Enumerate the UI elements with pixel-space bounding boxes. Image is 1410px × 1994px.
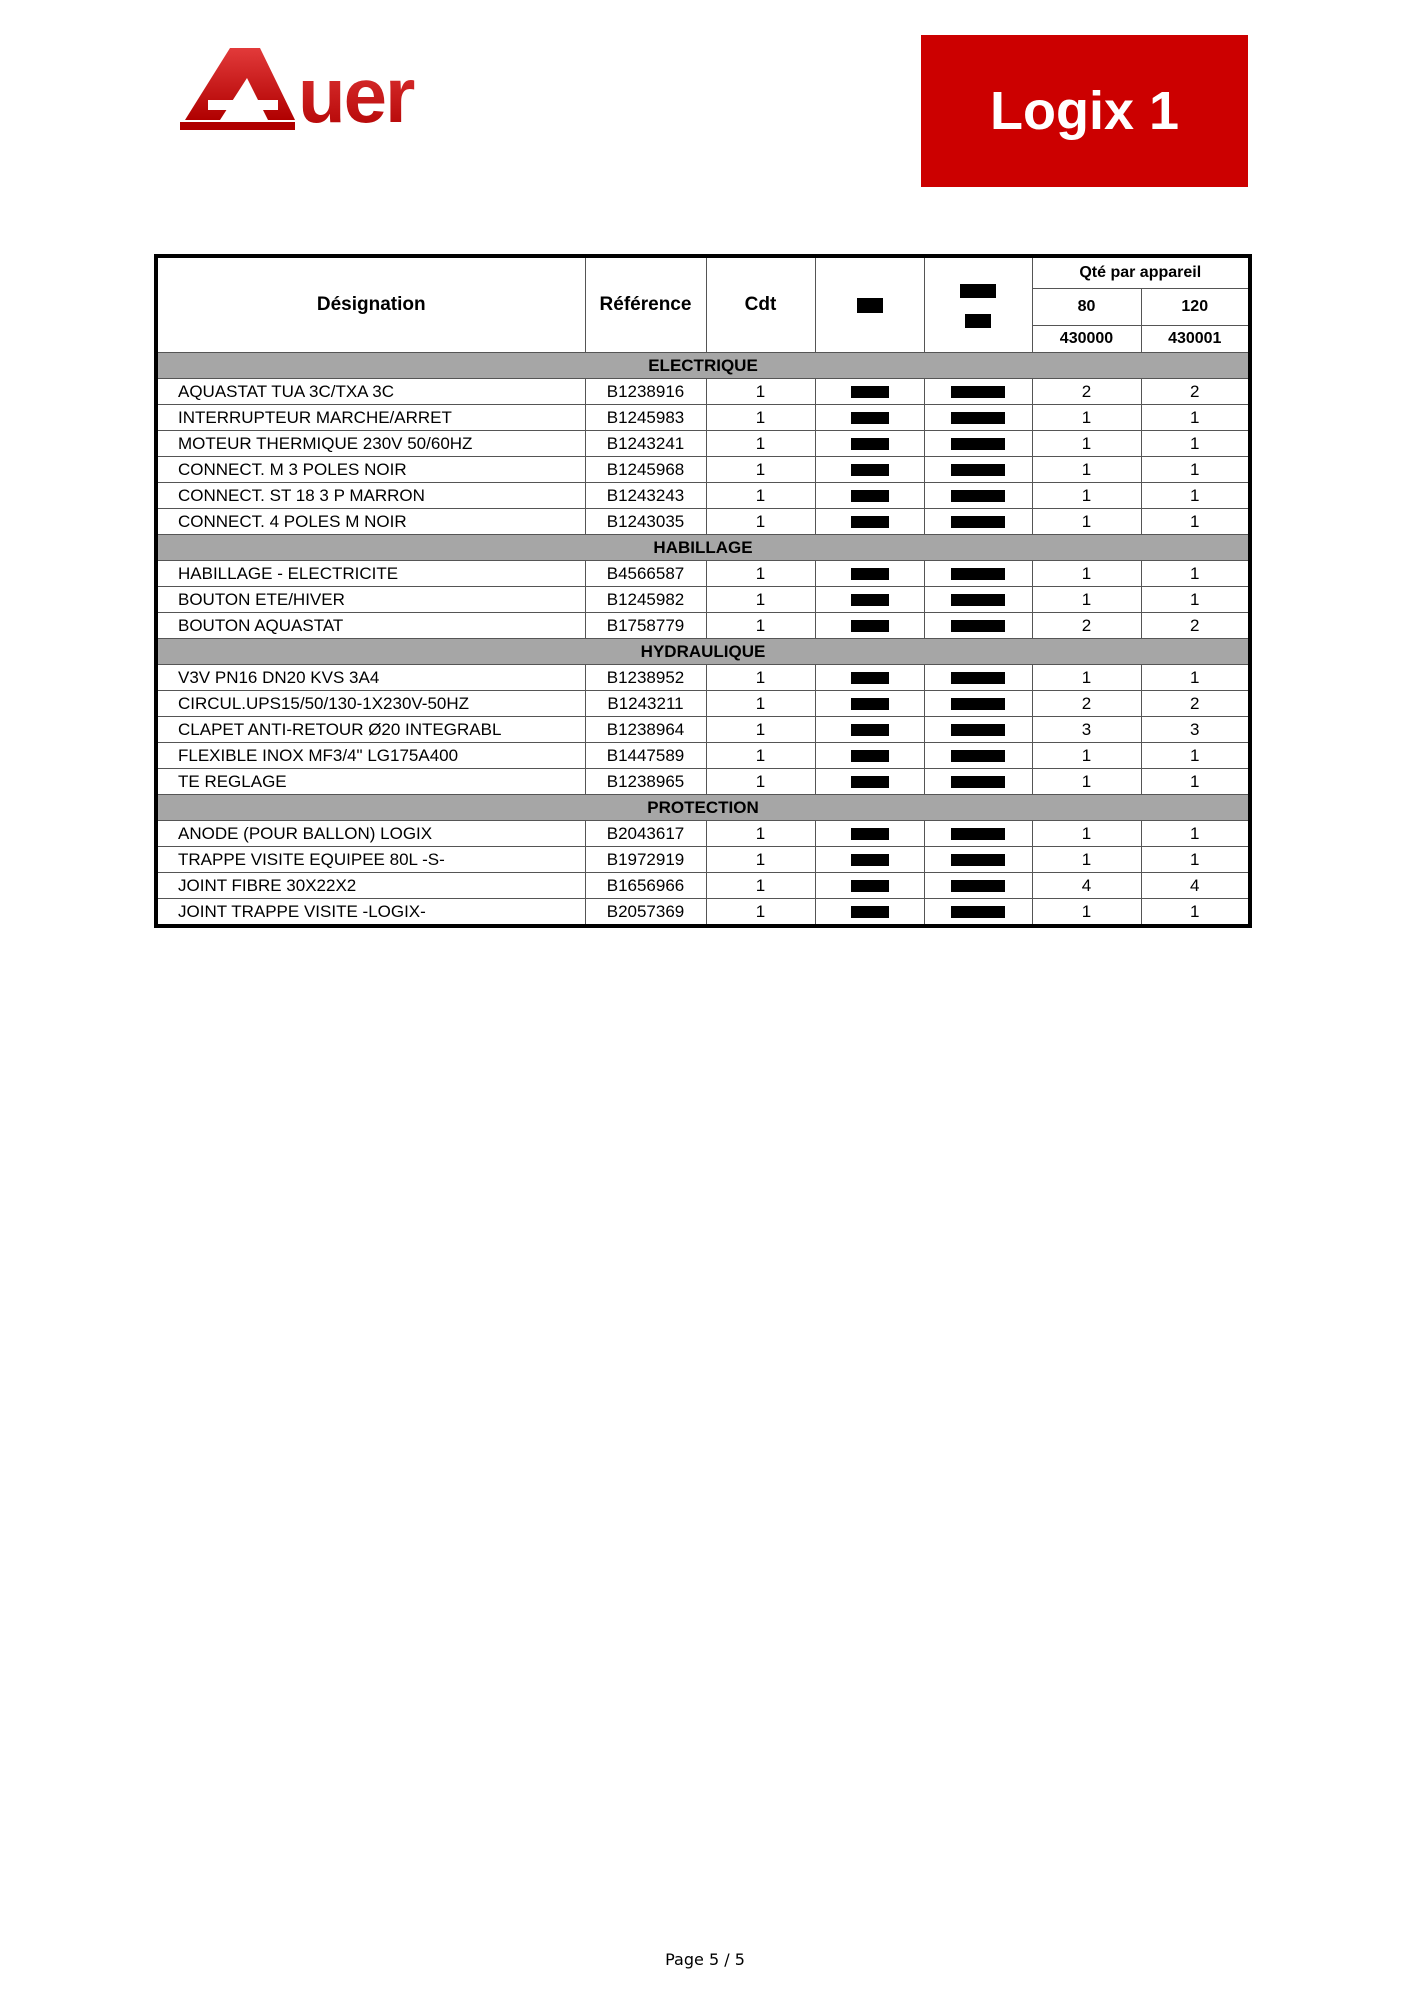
redaction-bar [851,620,889,632]
reference-cell: B1238952 [585,665,706,691]
reference-cell: B1238916 [585,379,706,405]
table-row [156,899,1250,927]
section-title: HABILLAGE [156,535,1250,561]
qty-80-cell: 1 [1032,821,1141,847]
redacted-cell-1 [815,405,924,431]
redacted-cell-1 [815,379,924,405]
qty-80-cell: 1 [1032,405,1141,431]
redacted-cell-2 [924,613,1032,639]
redaction-bar [851,776,889,788]
col-redacted-2 [924,256,1032,353]
redaction-bar [851,464,889,476]
qty-120-cell: 1 [1141,431,1250,457]
section-row [156,639,1250,665]
redaction-bar [851,828,889,840]
redaction-bar [851,724,889,736]
qty-80-cell: 1 [1032,587,1141,613]
redaction-bar [851,672,889,684]
table-row [156,509,1250,535]
designation-cell: BOUTON AQUASTAT [156,613,585,639]
cdt-cell: 1 [706,457,815,483]
redaction-bar [951,490,1005,502]
designation-cell: JOINT TRAPPE VISITE -LOGIX- [156,899,585,927]
table-row [156,457,1250,483]
redacted-cell-1 [815,899,924,927]
document-title-box [921,35,1248,187]
section-title: ELECTRIQUE [156,353,1250,379]
cdt-cell: 1 [706,587,815,613]
redaction-bar [951,880,1005,892]
cdt-cell: 1 [706,483,815,509]
redacted-cell-2 [924,899,1032,927]
table-row [156,561,1250,587]
redaction-bar [851,490,889,502]
qty-120-cell: 1 [1141,821,1250,847]
designation-cell: CONNECT. ST 18 3 P MARRON [156,483,585,509]
reference-cell: B1245982 [585,587,706,613]
designation-cell: CIRCUL.UPS15/50/130-1X230V-50HZ [156,691,585,717]
qty-120-cell: 1 [1141,665,1250,691]
designation-cell: TE REGLAGE [156,769,585,795]
table-row [156,431,1250,457]
redacted-cell-1 [815,483,924,509]
table-row [156,665,1250,691]
redacted-cell-1 [815,457,924,483]
table-row [156,691,1250,717]
redacted-cell-1 [815,717,924,743]
section-row [156,535,1250,561]
redaction-bar [951,594,1005,606]
redaction-bar [951,464,1005,476]
reference-cell: B1245968 [585,457,706,483]
designation-cell: INTERRUPTEUR MARCHE/ARRET [156,405,585,431]
redaction-bar [951,620,1005,632]
redaction-bar [951,386,1005,398]
table-row [156,587,1250,613]
qty-120-cell: 2 [1141,691,1250,717]
qty-120-cell: 4 [1141,873,1250,899]
redacted-cell-2 [924,691,1032,717]
cdt-cell: 1 [706,717,815,743]
redacted-cell-1 [815,509,924,535]
redaction-bar [851,568,889,580]
redaction-bar [965,314,991,328]
designation-cell: CONNECT. M 3 POLES NOIR [156,457,585,483]
redacted-cell-2 [924,847,1032,873]
qty-80-cell: 1 [1032,509,1141,535]
qty-80-cell: 1 [1032,431,1141,457]
section-row [156,353,1250,379]
table-row [156,379,1250,405]
col-redacted-1 [815,256,924,353]
redaction-bar [951,750,1005,762]
table-row [156,769,1250,795]
reference-cell: B1447589 [585,743,706,769]
qty-120-cell: 1 [1141,561,1250,587]
section-row [156,795,1250,821]
cdt-cell: 1 [706,405,815,431]
cdt-cell: 1 [706,769,815,795]
qty-120-cell: 2 [1141,613,1250,639]
qty-80-cell: 1 [1032,665,1141,691]
redaction-bar [851,386,889,398]
designation-cell: TRAPPE VISITE EQUIPEE 80L -S- [156,847,585,873]
redacted-cell-2 [924,717,1032,743]
qty-80-cell: 2 [1032,691,1141,717]
table-row [156,717,1250,743]
qty-120-cell: 1 [1141,769,1250,795]
redacted-cell-1 [815,665,924,691]
redaction-bar [951,906,1005,918]
qty-80-cell: 1 [1032,457,1141,483]
designation-cell: CLAPET ANTI-RETOUR Ø20 INTEGRABL [156,717,585,743]
qty-80-cell: 1 [1032,743,1141,769]
redaction-bar [951,854,1005,866]
qty-80-cell: 1 [1032,899,1141,927]
reference-cell: B2057369 [585,899,706,927]
redaction-bar [951,412,1005,424]
reference-cell: B1243035 [585,509,706,535]
col-model-80: 80 [1032,289,1141,326]
parts-table-body [156,353,1250,927]
qty-120-cell: 1 [1141,457,1250,483]
table-row [156,873,1250,899]
col-cdt: Cdt [706,256,815,353]
page-number: Page 5 / 5 [665,1950,745,1969]
qty-80-cell: 1 [1032,561,1141,587]
redaction-bar [951,516,1005,528]
redaction-bar [851,750,889,762]
redaction-bar [851,880,889,892]
redaction-bar [951,438,1005,450]
reference-cell: B1656966 [585,873,706,899]
redacted-cell-1 [815,561,924,587]
designation-cell: BOUTON ETE/HIVER [156,587,585,613]
redacted-cell-1 [815,613,924,639]
cdt-cell: 1 [706,743,815,769]
redacted-cell-2 [924,873,1032,899]
qty-120-cell: 1 [1141,509,1250,535]
table-row [156,613,1250,639]
redaction-bar [851,906,889,918]
qty-120-cell: 1 [1141,587,1250,613]
redacted-cell-1 [815,587,924,613]
reference-cell: B1243211 [585,691,706,717]
reference-cell: B2043617 [585,821,706,847]
designation-cell: MOTEUR THERMIQUE 230V 50/60HZ [156,431,585,457]
redaction-bar [951,724,1005,736]
col-designation: Désignation [156,256,585,353]
qty-80-cell: 3 [1032,717,1141,743]
redacted-cell-2 [924,457,1032,483]
redaction-bar [851,854,889,866]
reference-cell: B1245983 [585,405,706,431]
qty-80-cell: 1 [1032,769,1141,795]
cdt-cell: 1 [706,613,815,639]
table-row [156,821,1250,847]
designation-cell: AQUASTAT TUA 3C/TXA 3C [156,379,585,405]
redacted-cell-1 [815,743,924,769]
qty-120-cell: 1 [1141,483,1250,509]
parts-table [154,254,1252,928]
col-code-430001: 430001 [1141,326,1250,353]
cdt-cell: 1 [706,509,815,535]
qty-80-cell: 1 [1032,847,1141,873]
redacted-cell-2 [924,743,1032,769]
designation-cell: ANODE (POUR BALLON) LOGIX [156,821,585,847]
reference-cell: B1238964 [585,717,706,743]
cdt-cell: 1 [706,691,815,717]
redacted-cell-1 [815,691,924,717]
reference-cell: B1243241 [585,431,706,457]
qty-80-cell: 1 [1032,483,1141,509]
redacted-cell-2 [924,483,1032,509]
redacted-cell-2 [924,587,1032,613]
designation-cell: CONNECT. 4 POLES M NOIR [156,509,585,535]
qty-120-cell: 1 [1141,405,1250,431]
redaction-bar [951,672,1005,684]
redaction-bar [857,298,883,313]
table-row [156,405,1250,431]
reference-cell: B4566587 [585,561,706,587]
redacted-cell-1 [815,847,924,873]
qty-120-cell: 1 [1141,847,1250,873]
redaction-bar [851,438,889,450]
redacted-cell-2 [924,769,1032,795]
redaction-bar [851,594,889,606]
reference-cell: B1758779 [585,613,706,639]
cdt-cell: 1 [706,379,815,405]
qty-80-cell: 2 [1032,613,1141,639]
designation-cell: JOINT FIBRE 30X22X2 [156,873,585,899]
redacted-cell-2 [924,665,1032,691]
designation-cell: FLEXIBLE INOX MF3/4" LG175A400 [156,743,585,769]
reference-cell: B1243243 [585,483,706,509]
redacted-cell-2 [924,379,1032,405]
cdt-cell: 1 [706,821,815,847]
section-title: HYDRAULIQUE [156,639,1250,665]
qty-120-cell: 3 [1141,717,1250,743]
document-title: Logix 1 [989,81,1180,141]
redaction-bar [851,698,889,710]
redacted-cell-1 [815,769,924,795]
svg-text:uer: uer [298,51,414,139]
designation-cell: HABILLAGE - ELECTRICITE [156,561,585,587]
reference-cell: B1972919 [585,847,706,873]
designation-cell: V3V PN16 DN20 KVS 3A4 [156,665,585,691]
qty-120-cell: 2 [1141,379,1250,405]
col-qty-group: Qté par appareil [1032,256,1250,289]
col-reference: Référence [585,256,706,353]
cdt-cell: 1 [706,561,815,587]
redacted-cell-1 [815,821,924,847]
qty-80-cell: 2 [1032,379,1141,405]
cdt-cell: 1 [706,873,815,899]
col-model-120: 120 [1141,289,1250,326]
cdt-cell: 1 [706,665,815,691]
table-row [156,847,1250,873]
table-row [156,743,1250,769]
redaction-bar [951,776,1005,788]
redaction-bar [951,698,1005,710]
qty-80-cell: 4 [1032,873,1141,899]
cdt-cell: 1 [706,899,815,927]
redaction-bar [851,516,889,528]
col-code-430000: 430000 [1032,326,1141,353]
reference-cell: B1238965 [585,769,706,795]
redacted-cell-2 [924,561,1032,587]
section-title: PROTECTION [156,795,1250,821]
redaction-bar [960,284,996,298]
redaction-bar [951,568,1005,580]
redacted-cell-1 [815,873,924,899]
redacted-cell-2 [924,509,1032,535]
cdt-cell: 1 [706,847,815,873]
cdt-cell: 1 [706,431,815,457]
redacted-cell-2 [924,405,1032,431]
redacted-cell-2 [924,431,1032,457]
table-row [156,483,1250,509]
qty-120-cell: 1 [1141,899,1250,927]
redaction-bar [951,828,1005,840]
redaction-bar [851,412,889,424]
redacted-cell-2 [924,821,1032,847]
redacted-cell-1 [815,431,924,457]
auer-logo [180,40,460,150]
qty-120-cell: 1 [1141,743,1250,769]
